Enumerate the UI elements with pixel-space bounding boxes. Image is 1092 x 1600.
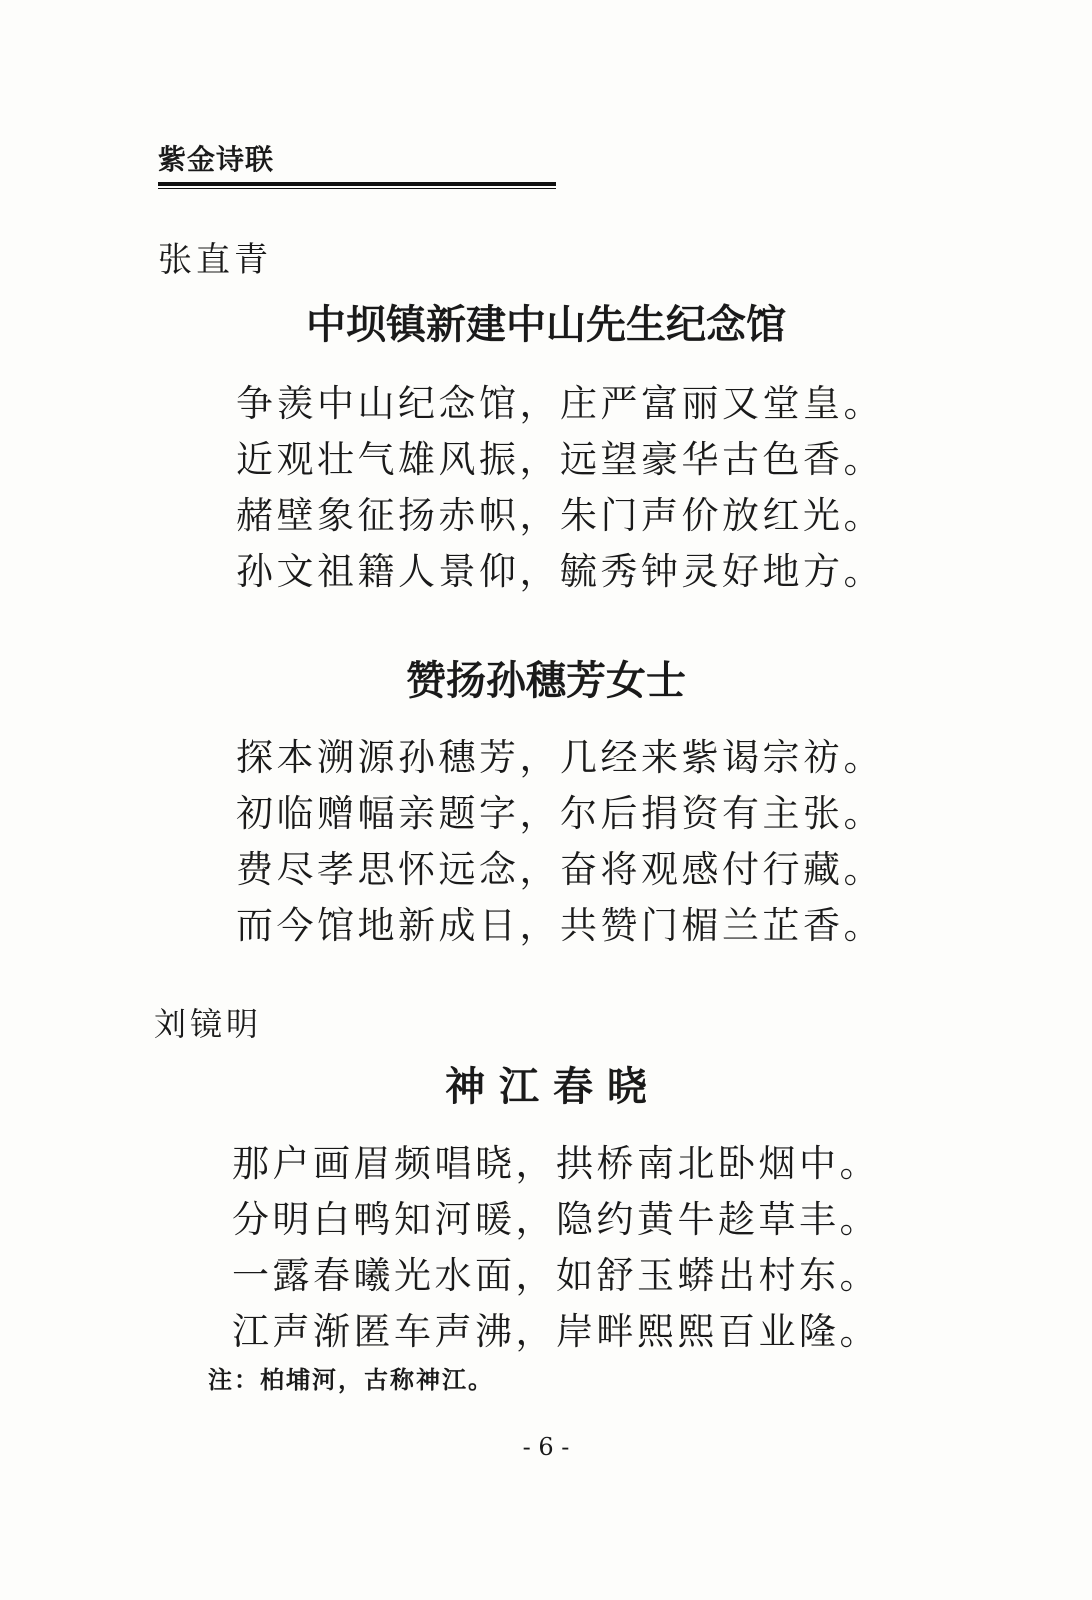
- poem-line: 一露春曦光水面，如舒玉蟒出村东。: [232, 1254, 880, 1297]
- poem-body: [236, 376, 884, 600]
- author-name: 张直青: [158, 240, 272, 280]
- poem-line: 赭壁象征扬赤帜，朱门声价放红光。: [236, 494, 884, 537]
- poem-title: 神 江 春 晓: [445, 1064, 647, 1110]
- poem-line: 那户画眉频唱晓，拱桥南北卧烟中。: [232, 1142, 880, 1185]
- journal-title: 紫金诗联: [158, 143, 275, 176]
- poem-line: 争羡中山纪念馆，庄严富丽又堂皇。: [236, 382, 884, 425]
- poem-line: 费尽孝思怀远念，奋将观感付行藏。: [236, 848, 884, 891]
- poem-body: [232, 1136, 880, 1360]
- header-rule: [158, 182, 556, 186]
- poem-line: 近观壮气雄风振，远望豪华古色香。: [236, 438, 884, 481]
- poem-line: 而今馆地新成日，共赞门楣兰芷香。: [236, 904, 884, 947]
- poem-body: [236, 730, 884, 954]
- page-number: - 6 -: [522, 1433, 570, 1461]
- poem-title: 中坝镇新建中山先生纪念馆: [306, 302, 786, 348]
- author-name: 刘镜明: [154, 1005, 263, 1043]
- running-header: [158, 140, 556, 189]
- header-rule-thin: [158, 188, 556, 189]
- poem-line: 江声渐匿车声沸，岸畔熙熙百业隆。: [232, 1310, 880, 1353]
- poem-note: 注：柏埔河，古称神江。: [208, 1365, 494, 1394]
- poem-line: 孙文祖籍人景仰，毓秀钟灵好地方。: [236, 550, 884, 593]
- poem-line: 分明白鸭知河暖，隐约黄牛趁草丰。: [232, 1198, 880, 1241]
- poem-line: 初临赠幅亲题字，尔后捐资有主张。: [236, 792, 884, 835]
- poem-line: 探本溯源孙穗芳，几经来紫谒宗祊。: [236, 736, 884, 779]
- poem-title: 赞扬孙穗芳女士: [406, 658, 686, 704]
